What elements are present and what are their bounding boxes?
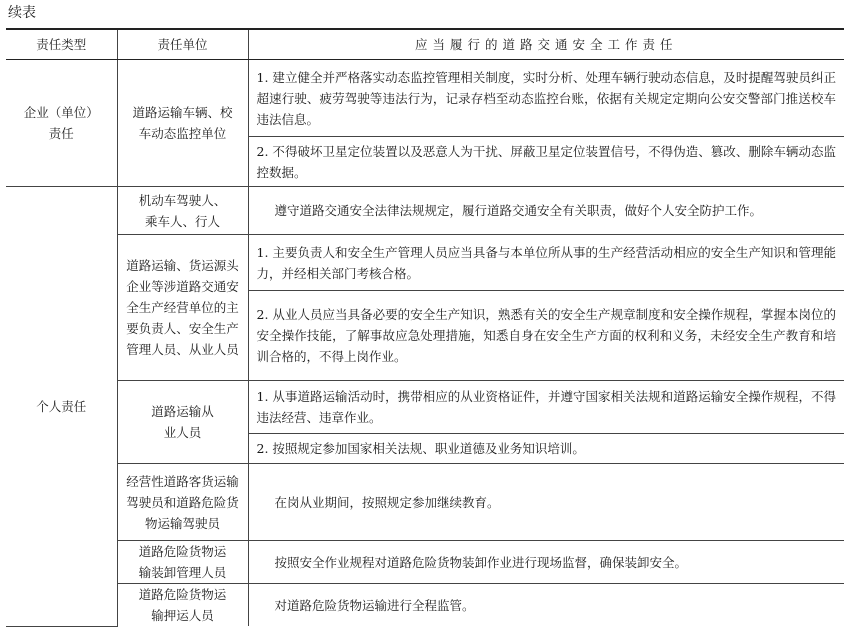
table-row bbox=[6, 584, 844, 627]
duty-cell: 在岗从业期间，按照规定参加继续教育。 bbox=[248, 464, 844, 541]
type-enterprise: 企业（单位）责任 bbox=[6, 60, 117, 187]
duty-cell: 2. 按照规定参加国家相关法规、职业道德及业务知识培训。 bbox=[248, 434, 844, 464]
table-row bbox=[6, 464, 844, 541]
responsibility-table bbox=[6, 28, 844, 627]
duty-cell: 1. 主要负责人和安全生产管理人员应当具备与本单位所从事的生产经营活动相应的安全生产知识和管理能力，并经相关部门考核合格。 bbox=[248, 235, 844, 291]
unit-commercial-drivers: 经营性道路客货运输驾驶员和道路危险货物运输驾驶员 bbox=[117, 464, 248, 541]
duty-cell: 1. 建立健全并严格落实动态监控管理相关制度，实时分析、处理车辆行驶动态信息，及时提醒驾驶员纠正超速行驶、疲劳驾驶等违法行为，记录存档至动态监控台账，依据有关规定定期向公安交警部门推送校车违法信息。 bbox=[248, 60, 844, 137]
header-duty: 应当履行的道路交通安全工作责任 bbox=[248, 29, 844, 60]
table-caption: 续表 bbox=[8, 5, 36, 21]
header-type: 责任类型 bbox=[6, 29, 117, 60]
table-row bbox=[6, 60, 844, 137]
duty-cell: 遵守道路交通安全法律法规规定，履行道路交通安全有关职责，做好个人安全防护工作。 bbox=[248, 187, 844, 235]
duty-cell: 对道路危险货物运输进行全程监管。 bbox=[248, 584, 844, 627]
unit-loading-managers: 道路危险货物运输装卸管理人员 bbox=[117, 541, 248, 584]
duty-cell: 2. 从业人员应当具备必要的安全生产知识，熟悉有关的安全生产规章制度和安全操作规程，掌握本岗位的安全操作技能，了解事故应急处理措施，知悉自身在安全生产方面的权利和义务，未经安全生产教育和培训合格的，不得上岗作业。 bbox=[248, 291, 844, 381]
unit-escorts: 道路危险货物运输押运人员 bbox=[117, 584, 248, 627]
unit-drivers-passengers: 机动车驾驶人、乘车人、行人 bbox=[117, 187, 248, 235]
table-header-row bbox=[6, 29, 844, 60]
unit-transport-staff: 道路运输从业人员 bbox=[117, 381, 248, 464]
table-row bbox=[6, 187, 844, 235]
unit-monitoring: 道路运输车辆、校车动态监控单位 bbox=[117, 60, 248, 187]
table-row bbox=[6, 235, 844, 291]
table-row bbox=[6, 541, 844, 584]
duty-cell: 按照安全作业规程对道路危险货物装卸作业进行现场监督，确保装卸安全。 bbox=[248, 541, 844, 584]
table-row bbox=[6, 381, 844, 434]
type-individual: 个人责任 bbox=[6, 187, 117, 627]
duty-cell: 2. 不得破坏卫星定位装置以及恶意人为干扰、屏蔽卫星定位装置信号，不得伪造、篡改、删除车辆动态监控数据。 bbox=[248, 137, 844, 187]
header-unit: 责任单位 bbox=[117, 29, 248, 60]
duty-cell: 1. 从事道路运输活动时，携带相应的从业资格证件，并遵守国家相关法规和道路运输安全操作规程，不得违法经营、违章作业。 bbox=[248, 381, 844, 434]
unit-enterprise-staff: 道路运输、货运源头企业等涉道路交通安全生产经营单位的主要负责人、安全生产管理人员、从业人员 bbox=[117, 235, 248, 381]
